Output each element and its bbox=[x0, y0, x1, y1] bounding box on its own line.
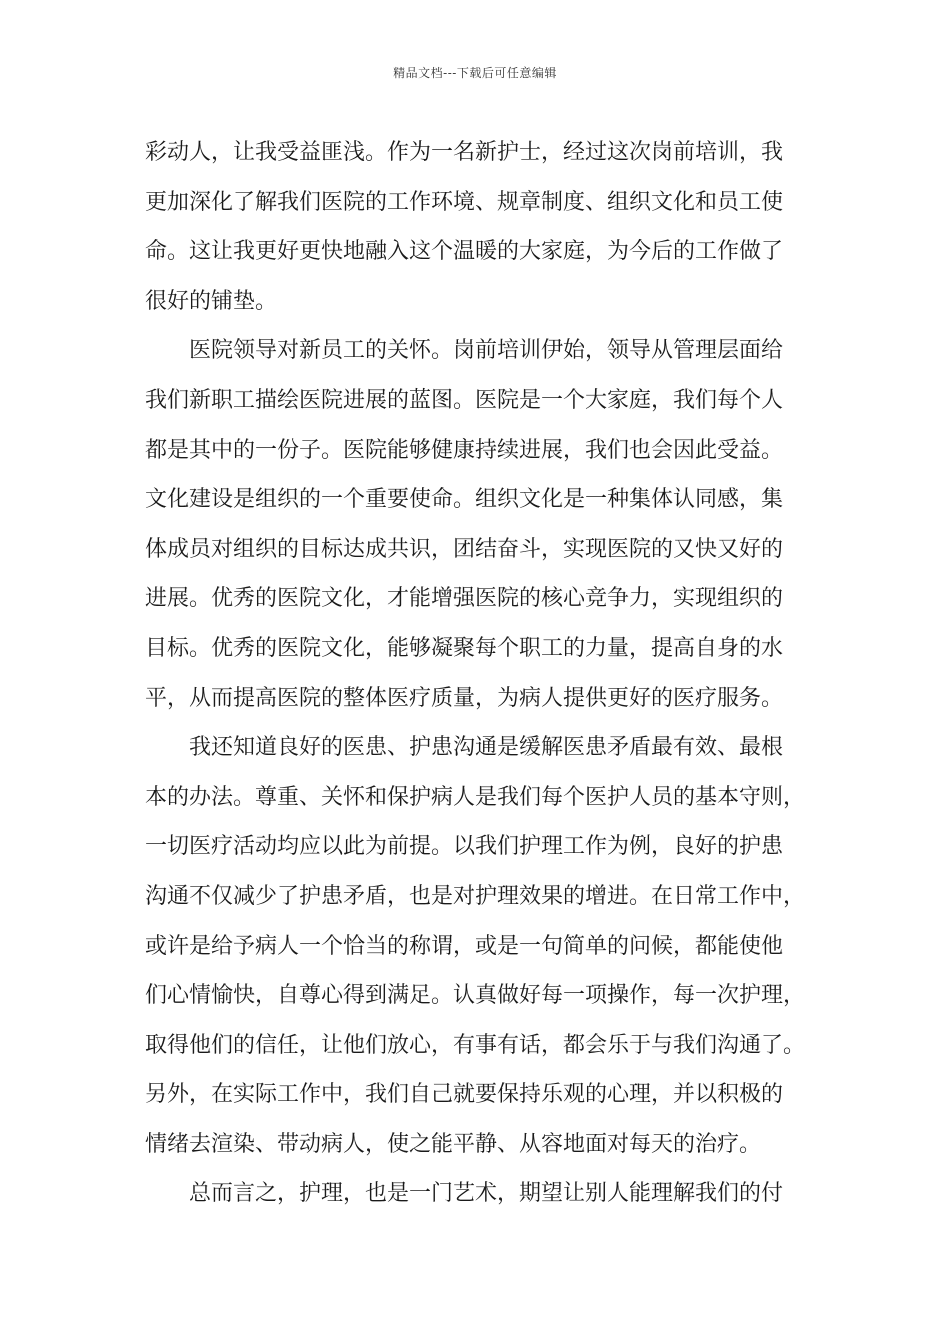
text-line: 平，从而提高医院的整体医疗质量，为病人提供更好的医疗服务。 bbox=[145, 685, 784, 711]
text-line: 很好的铺垫。 bbox=[145, 288, 278, 314]
text-line: 彩动人，让我受益匪浅。作为一名新护士，经过这次岗前培训，我 bbox=[145, 140, 784, 165]
text-line: 文化建设是组织的一个重要使命。组织文化是一种集体认同感，集 bbox=[145, 487, 784, 513]
body-text bbox=[145, 128, 813, 1219]
text-line: 另外，在实际工作中，我们自己就要保持乐观的心理，并以积极的 bbox=[145, 1082, 784, 1108]
text-line: 进展。优秀的医院文化，才能增强医院的核心竞争力，实现组织的 bbox=[145, 586, 784, 612]
text-line: 我还知道良好的医患、护患沟通是缓解医患矛盾最有效、最根 bbox=[189, 735, 784, 761]
text-line: 沟通不仅减少了护患矛盾，也是对护理效果的增进。在日常工作中， bbox=[145, 883, 806, 909]
text-line: 总而言之，护理，也是一门艺术，期望让别人能理解我们的付 bbox=[189, 1181, 784, 1207]
text-line: 更加深化了解我们医院的工作环境、规章制度、组织文化和员工使 bbox=[145, 189, 784, 215]
text-line: 我们新职工描绘医院进展的蓝图。医院是一个大家庭，我们每个人 bbox=[145, 387, 784, 413]
text-line: 命。这让我更好更快地融入这个温暖的大家庭，为今后的工作做了 bbox=[145, 239, 784, 265]
text-line: 体成员对组织的目标达成共识，团结奋斗，实现医院的又快又好的 bbox=[145, 536, 784, 562]
text-line: 目标。优秀的医院文化，能够凝聚每个职工的力量，提高自身的水 bbox=[145, 635, 784, 661]
text-line: 情绪去渲染、带动病人，使之能平静、从容地面对每天的治疗。 bbox=[145, 1131, 762, 1157]
text-line: 或许是给予病人一个恰当的称谓，或是一句简单的问候，都能使他 bbox=[145, 933, 784, 959]
text-line: 都是其中的一份子。医院能够健康持续进展，我们也会因此受益。 bbox=[145, 437, 784, 463]
text-line: 取得他们的信任，让他们放心，有事有话，都会乐于与我们沟通了。 bbox=[145, 1032, 806, 1058]
text-line: 医院领导对新员工的关怀。岗前培训伊始，领导从管理层面给 bbox=[189, 338, 784, 364]
text-line: 们心情愉快，自尊心得到满足。认真做好每一项操作，每一次护理， bbox=[145, 983, 806, 1009]
text-line: 一切医疗活动均应以此为前提。以我们护理工作为例，良好的护患 bbox=[145, 834, 784, 860]
page-header: 精品文档---下载后可任意编辑 bbox=[393, 66, 557, 80]
text-line: 本的办法。尊重、关怀和保护病人是我们每个医护人员的基本守则， bbox=[145, 784, 806, 810]
